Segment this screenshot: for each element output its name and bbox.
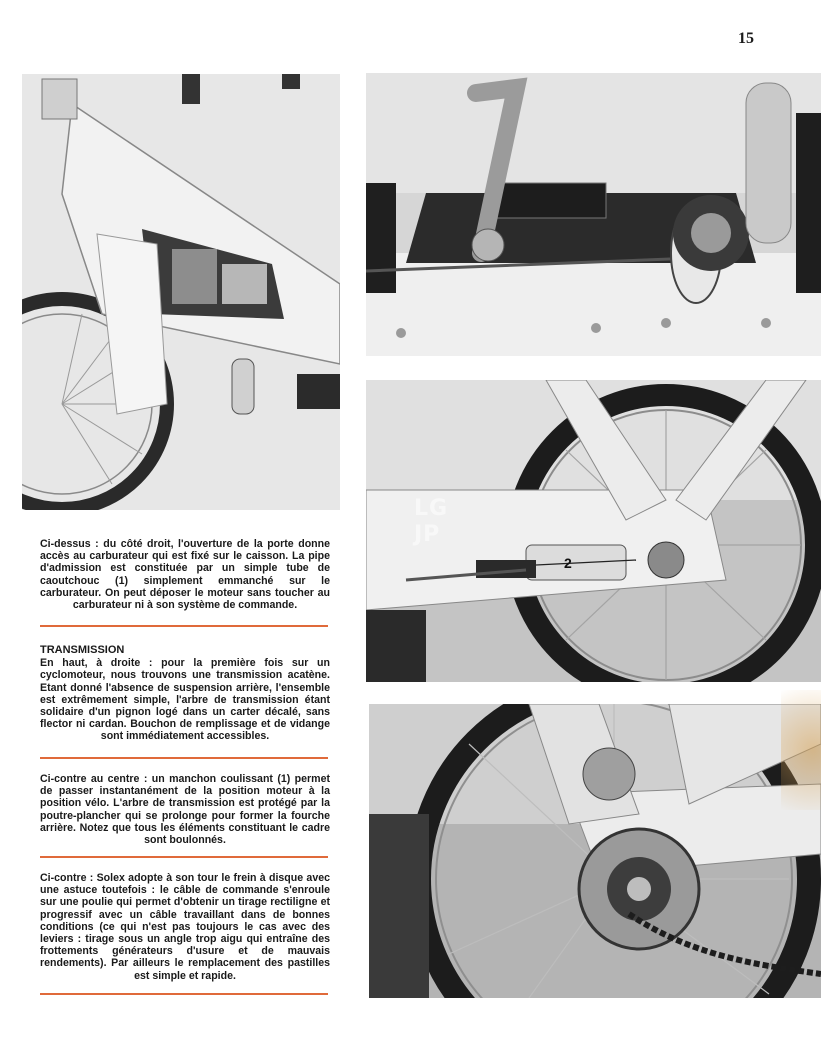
section-heading-transmission: TRANSMISSION (40, 644, 125, 656)
watermark-line2: JP (414, 522, 441, 547)
watermark-line1: LG (414, 496, 449, 521)
photo-transmission (366, 73, 821, 356)
divider-rule (40, 757, 328, 759)
watermark (414, 496, 448, 548)
photo-disc-brake (369, 704, 821, 998)
caption-disc-brake (40, 872, 330, 982)
callout-number: 2 (564, 555, 572, 571)
caption-carburetor-text: Ci-dessus : du côté droit, l'ouverture de la porte donne accès au carburateur qui est fixé sur le caisson. La pipe d'admission est constituée par un simple tube de caoutchouc (1) simplement emmanché sur le carburateur. On peut déposer le moteur sans toucher au carburateur ni à son système de commande. (40, 538, 330, 612)
paper-stain (781, 690, 821, 810)
divider-rule (40, 993, 328, 995)
caption-transmission (40, 644, 330, 743)
photo-carburetor-door (22, 74, 340, 510)
divider-rule (40, 856, 328, 858)
caption-sliding-sleeve-text: Ci-contre au centre : un manchon coulissant (1) permet de passer instantanément de la position moteur à la position vélo. L'arbre de transmission est protégé par la poutre-plancher qui se prolonge pour former la fourche arrière. Notez que tous les éléments constituant le cadre sont boulonnés. (40, 773, 330, 847)
caption-transmission-text: En haut, à droite : pour la première fois sur un cyclomoteur, nous trouvons une transmission acatène. Etant donné l'absence de suspension arrière, l'ensemble est extrêmement simple, l'arbre de transmission étant solidaire d'un pignon logé dans un carter décalé, sans flector ni cardan. Bouchon de remplissage et de vidange sont immédiatement accessibles. (40, 657, 330, 743)
caption-disc-brake-text: Ci-contre : Solex adopte à son tour le frein à disque avec une astuce toutefois : le câble de commande s'enroule sur une poulie qui permet d'obtenir un tirage rectiligne et progressif avec un câble travaillant dans de bonnes conditions (ce qui n'est pas toujours le cas avec des leviers : tirage sous un angle trop aigu qui entraîne des frottements générateurs d'usure et de mauvais rendements). Par ailleurs le remplacement des pastilles est simple et rapide. (40, 872, 330, 982)
caption-carburetor (40, 538, 330, 611)
page-number: 15 (738, 30, 754, 47)
divider-rule (40, 625, 328, 627)
caption-sliding-sleeve (40, 773, 330, 846)
